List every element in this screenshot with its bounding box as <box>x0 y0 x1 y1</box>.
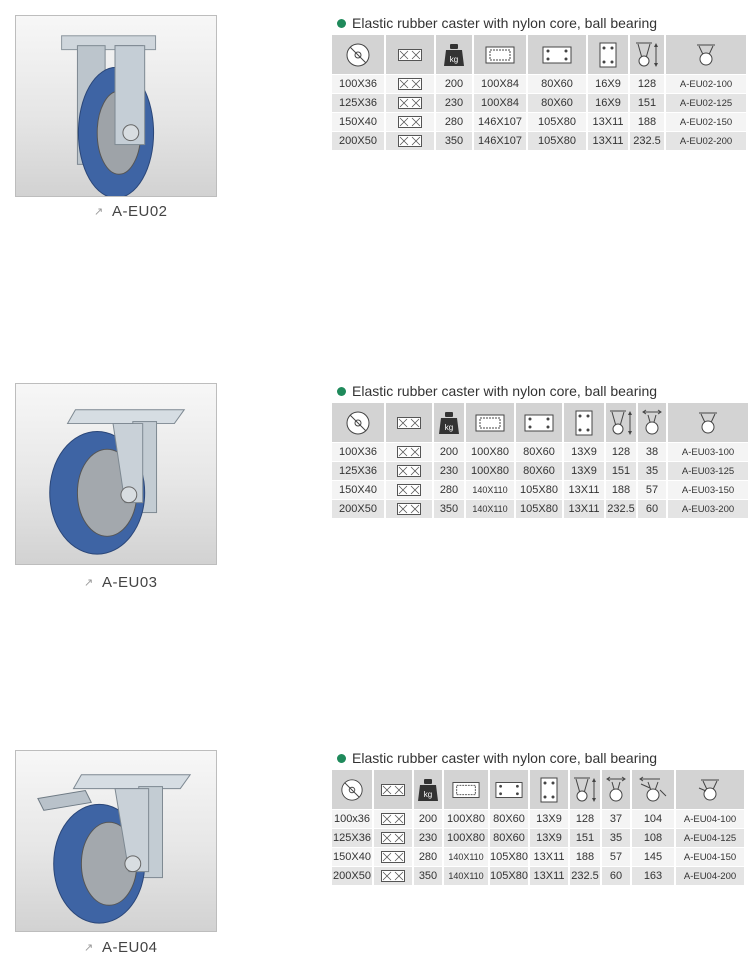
corner-arrow-icon: ↗ <box>84 942 94 954</box>
table-row: 200X50 350 146X107 105X80 13X11 232.5 A-EU02-200 <box>332 132 746 150</box>
corner-arrow-icon: ↗ <box>84 577 94 589</box>
table-row: 150X40 280 146X107 105X80 13X11 188 A-EU02-150 <box>332 113 746 131</box>
bullet-icon <box>337 754 346 763</box>
table-header-row <box>332 35 746 74</box>
bearing-icon <box>374 867 412 885</box>
caster-photo-a-eu02 <box>15 15 217 197</box>
bolt-hole-size-icon <box>530 770 568 809</box>
table-header-row <box>332 403 748 442</box>
bullet-icon <box>337 387 346 396</box>
spec-table-a-eu02 <box>330 34 748 151</box>
block-title <box>337 383 657 399</box>
bolt-hole-spacing-icon <box>490 770 528 809</box>
bearing-icon <box>386 500 432 518</box>
block-title-text: Elastic rubber caster with nylon core, ball bearing <box>352 750 658 766</box>
wheel-diameter-icon <box>332 403 384 442</box>
model-code-icon <box>666 35 746 74</box>
bearing-icon <box>386 443 432 461</box>
overall-height-icon <box>606 403 636 442</box>
model-code-icon <box>668 403 748 442</box>
overall-height-icon <box>630 35 664 74</box>
table-header-row <box>332 770 744 809</box>
bearing-icon <box>374 770 412 809</box>
bearing-icon <box>374 810 412 828</box>
bearing-icon <box>386 113 434 131</box>
bearing-icon <box>386 94 434 112</box>
model-caption <box>84 939 158 956</box>
overall-height-icon <box>570 770 600 809</box>
model-caption <box>94 203 168 220</box>
table-row: 150X40 280 140X110 105X80 13X11 188 57 A-EU03-150 <box>332 481 748 499</box>
table-row: 125X36 230 100X80 80X60 13X9 151 35 A-EU03-125 <box>332 462 748 480</box>
brake-swing-radius-icon <box>632 770 674 809</box>
swivel-offset-icon <box>602 770 630 809</box>
bolt-hole-spacing-icon <box>516 403 562 442</box>
table-row: 200X50 350 140X110 105X80 13X11 232.5 60 A-EU03-200 <box>332 500 748 518</box>
bolt-hole-spacing-icon <box>528 35 586 74</box>
load-weight-icon <box>434 403 464 442</box>
top-plate-size-icon <box>474 35 526 74</box>
caster-photo-a-eu04 <box>15 750 217 932</box>
top-plate-size-icon <box>444 770 488 809</box>
model-code-icon <box>676 770 744 809</box>
bolt-hole-size-icon <box>564 403 604 442</box>
model-label: A-EU02 <box>112 203 168 220</box>
bearing-icon <box>374 829 412 847</box>
block-title <box>337 750 657 766</box>
svg-text:kg: kg <box>444 422 454 432</box>
table-row: 150X40 280 140X110 105X80 13X11 188 57 145 A-EU04-150 <box>332 848 744 866</box>
bearing-icon <box>386 462 432 480</box>
svg-text:kg: kg <box>449 54 459 64</box>
load-weight-icon <box>414 770 442 809</box>
model-caption <box>84 574 158 591</box>
table-row: 100x36 200 100X80 80X60 13X9 128 37 104 A-EU04-100 <box>332 810 744 828</box>
bearing-icon <box>386 132 434 150</box>
model-label: A-EU04 <box>102 939 158 956</box>
top-plate-size-icon <box>466 403 514 442</box>
wheel-diameter-icon <box>332 770 372 809</box>
bullet-icon <box>337 19 346 28</box>
block-title-text: Elastic rubber caster with nylon core, ball bearing <box>352 15 658 31</box>
bearing-icon <box>374 848 412 866</box>
table-row: 100X36 200 100X84 80X60 16X9 128 A-EU02-100 <box>332 75 746 93</box>
table-row: 125X36 230 100X80 80X60 13X9 151 35 108 A-EU04-125 <box>332 829 744 847</box>
svg-text:kg: kg <box>423 789 433 799</box>
bearing-icon <box>386 403 432 442</box>
bearing-icon <box>386 75 434 93</box>
spec-table-a-eu04 <box>330 769 746 886</box>
spec-table-a-eu03 <box>330 402 750 519</box>
load-weight-icon <box>436 35 472 74</box>
bearing-icon <box>386 481 432 499</box>
swivel-offset-icon <box>638 403 666 442</box>
table-row: 100X36 200 100X80 80X60 13X9 128 38 A-EU03-100 <box>332 443 748 461</box>
bearing-icon <box>386 35 434 74</box>
bolt-hole-size-icon <box>588 35 628 74</box>
corner-arrow-icon: ↗ <box>94 206 104 218</box>
block-title-text: Elastic rubber caster with nylon core, ball bearing <box>352 383 658 399</box>
table-row: 125X36 230 100X84 80X60 16X9 151 A-EU02-125 <box>332 94 746 112</box>
table-row: 200X50 350 140X110 105X80 13X11 232.5 60 163 A-EU04-200 <box>332 867 744 885</box>
caster-photo-a-eu03 <box>15 383 217 565</box>
model-label: A-EU03 <box>102 574 158 591</box>
block-title <box>337 15 657 31</box>
wheel-diameter-icon <box>332 35 384 74</box>
